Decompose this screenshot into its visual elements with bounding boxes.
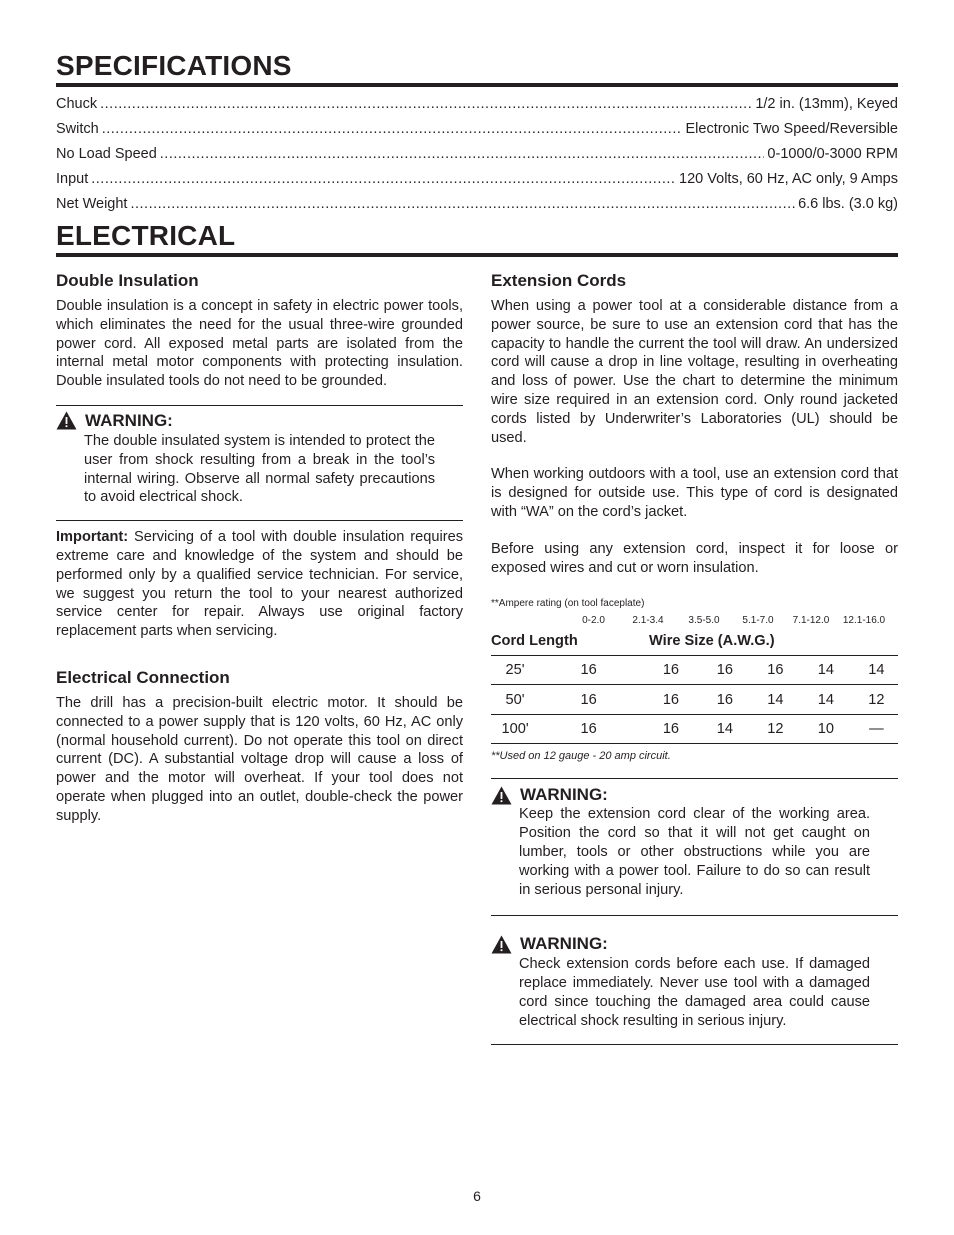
- spec-value: 1/2 in. (13mm), Keyed: [755, 96, 898, 112]
- spec-label: Net Weight: [56, 196, 128, 212]
- cell-size: 16: [716, 691, 733, 708]
- ampere-range: 2.1-3.4: [632, 615, 664, 627]
- spec-value: Electronic Two Speed/Reversible: [685, 121, 898, 137]
- warning-text: Keep the extension cord clear of the working area. Position the cord so that it will not get caught on lumber, tools or other obstructions while you are working with a power tool. Failure to do so can result in serious personal injury.: [519, 806, 870, 898]
- cell-size: 14: [817, 662, 834, 679]
- spec-value: 120 Volts, 60 Hz, AC only, 9 Amps: [679, 171, 898, 187]
- cell-size: 16: [716, 662, 733, 679]
- cell-size: 16: [662, 691, 680, 708]
- leader-dots: [130, 194, 795, 214]
- spec-label: No Load Speed: [56, 146, 157, 162]
- warning-header: [491, 785, 870, 805]
- warning-box-check-cords: [491, 915, 898, 1044]
- important-note: [56, 528, 463, 641]
- cell-size: 14: [716, 721, 733, 738]
- specifications-list: [56, 94, 898, 219]
- cell-size: 12: [868, 691, 885, 708]
- cell-size: 14: [868, 662, 885, 679]
- spec-label: Input: [56, 171, 89, 187]
- table-row: [491, 715, 898, 744]
- specifications-title: SPECIFICATIONS: [56, 50, 292, 81]
- leader-dots: [100, 94, 752, 114]
- leader-dots: [102, 119, 683, 139]
- spec-row-input: [56, 169, 898, 194]
- cell-size: 10: [817, 721, 834, 738]
- warning-text: The double insulated system is intended to protect the user from shock resulting from a break in the tool’s internal wiring. Observe all normal safety precautions to avoid electrical shock.: [84, 432, 435, 506]
- leader-dots: [160, 144, 765, 164]
- extension-cords-para3: Before using any extension cord, inspect it for loose or exposed wires and cut or worn insulation.: [491, 540, 898, 576]
- warning-heading: WARNING:: [85, 410, 173, 430]
- cell-length: 50': [505, 691, 525, 708]
- spec-value: 6.6 lbs. (3.0 kg): [798, 196, 898, 212]
- electrical-connection-text: The drill has a precision-built electric motor. It should be connected to a power supply that is 120 volts, 60 Hz, AC only (normal household current). Do not operate this tool on direct current (DC). A substantial voltage drop will cause a loss of power and the motor will overheat. If your tool does not operate when plugged into an outlet, double-check the power supply.: [56, 694, 463, 824]
- double-insulation-text: Double insulation is a concept in safety in electric power tools, which eliminates the need for the usual three-wire grounded power cord. All exposed metal parts are isolated from the internal metal motor components with protecting insulation. Double insulated tools do not need to be grounded.: [56, 298, 463, 390]
- cell-length: 25': [505, 662, 525, 679]
- cell-size: 14: [817, 691, 834, 708]
- cell-length: 100': [501, 721, 529, 738]
- electrical-rule: [56, 253, 898, 257]
- cord-size-table: [491, 597, 898, 763]
- cell-size: 16: [662, 721, 680, 738]
- ampere-range: 3.5-5.0: [688, 615, 720, 627]
- spec-value: 0-1000/0-3000 RPM: [767, 146, 898, 162]
- ampere-range: 12.1-16.0: [842, 615, 886, 627]
- cell-size: 16: [662, 662, 680, 679]
- warning-triangle-icon: [491, 786, 512, 805]
- spec-row-switch: [56, 119, 898, 144]
- extension-cords-para1: When using a power tool at a considerable distance from a power source, be sure to use an extension cord that has the capacity to handle the current the tool will draw. An undersized cord will cause a drop in line voltage, resulting in overheating and loss of power. Use the chart to determine the minimum wire size required in an extension cord. Only round jacketed cords listed by Underwriter’s Laboratories (UL) should be used.: [491, 298, 898, 446]
- specifications-rule: [56, 83, 898, 87]
- warning-box-extension-cord-clear: [491, 778, 898, 915]
- warning-triangle-icon: [491, 935, 512, 954]
- header-wire-size: Wire Size (A.W.G.): [649, 633, 775, 650]
- extension-cords-para2: When working outdoors with a tool, use an extension cord that is designed for outside use. This type of cord is designated with “WA” on the cord’s jacket.: [491, 466, 898, 520]
- table-header-row: [491, 627, 898, 656]
- spec-row-no-load-speed: [56, 144, 898, 169]
- cell-size: 16: [580, 691, 597, 708]
- table-row: [491, 685, 898, 715]
- spec-row-net-weight: [56, 194, 898, 219]
- leader-dots: [91, 169, 676, 189]
- header-cord-length: Cord Length: [491, 633, 578, 650]
- warning-header: [491, 934, 870, 954]
- cell-size: 16: [767, 662, 784, 679]
- important-text: Servicing of a tool with double insulation requires extreme care and knowledge of the system and should be performed only by a qualified service technician. For service, we suggest you return the tool to your nearest authorized service center for repair. Always use original factory replacement parts when servicing.: [56, 529, 463, 640]
- warning-heading: WARNING:: [520, 785, 608, 805]
- right-column: [491, 270, 898, 1045]
- warning-box-double-insulation: [56, 405, 463, 521]
- cell-size: 14: [767, 691, 784, 708]
- table-row: [491, 656, 898, 685]
- cell-size: 16: [580, 662, 597, 679]
- cell-size: 16: [580, 721, 597, 738]
- ampere-range: 7.1-12.0: [792, 615, 830, 627]
- table-footnote: **Used on 12 gauge - 20 amp circuit.: [491, 750, 671, 763]
- ampere-range: 0-2.0: [582, 615, 605, 627]
- cell-size: —: [869, 721, 884, 738]
- extension-cords-heading: Extension Cords: [491, 271, 627, 290]
- warning-triangle-icon: [56, 411, 77, 430]
- warning-header: [56, 411, 435, 431]
- cell-size: 12: [767, 721, 784, 738]
- spec-row-chuck: [56, 94, 898, 119]
- electrical-connection-heading: Electrical Connection: [56, 667, 230, 687]
- important-label: Important:: [56, 529, 129, 546]
- left-column: [56, 270, 463, 826]
- spec-label: Chuck: [56, 96, 98, 112]
- ampere-ranges-row: [491, 614, 898, 627]
- ampere-range: 5.1-7.0: [742, 615, 774, 627]
- electrical-title: ELECTRICAL: [56, 220, 236, 251]
- warning-text: Check extension cords before each use. If damaged replace immediately. Never use tool with a damaged cord since touching the damaged area could cause electrical shock resulting in serious injury.: [519, 956, 870, 1029]
- ampere-rating-note: **Ampere rating (on tool faceplate): [491, 598, 645, 610]
- warning-heading: WARNING:: [520, 934, 608, 954]
- double-insulation-heading: Double Insulation: [56, 271, 199, 290]
- page-number: 6: [473, 1188, 481, 1204]
- spec-label: Switch: [56, 121, 99, 137]
